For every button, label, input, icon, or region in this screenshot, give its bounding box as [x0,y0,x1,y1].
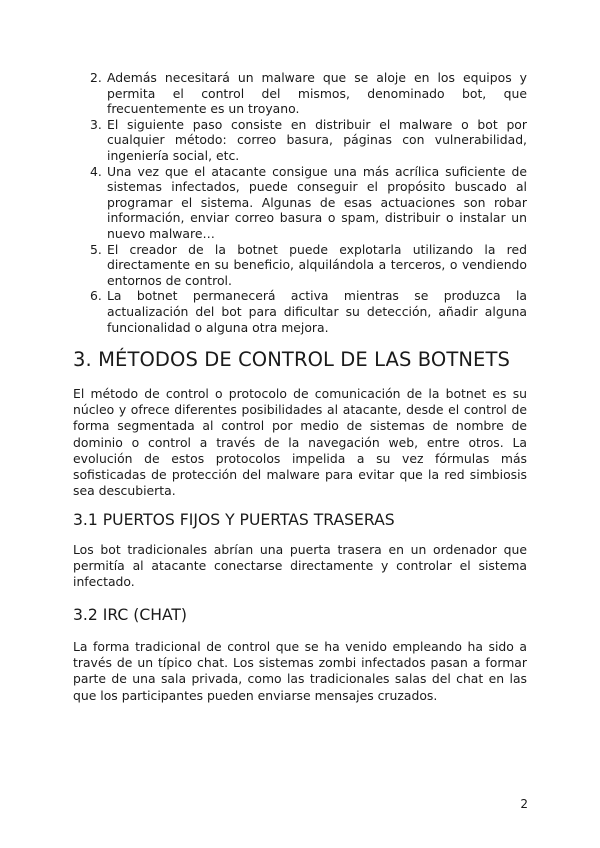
section-3-2-body [73,639,527,704]
section-3-paragraph: El método de control o protocolo de comunicación de la botnet es su núcleo y ofrece diferentes posibilidades al atacante, desde el control de forma segmentada al control por medio de sistemas de nombre de dominio o control a través de la navegación web, entre otros. La evolución de estos protocolos impelida a su vez fórmulas más sofisticadas de protección del malware para evitar que la red simbiosis sea descubierta. [73,386,527,499]
list-item-text: El siguiente paso consiste en distribuir el malware o bot por cualquier método: correo basura, páginas con vulnerabilidad, ingeniería social, etc. [107,116,527,163]
section-3-2-title: 3.2 IRC (CHAT) [73,606,188,624]
list-item-number: 5. [90,241,102,257]
list-item-text: Una vez que el atacante consigue una más acrílica suficiente de sistemas infectados, puede conseguir el propósito buscado al programar el sistema. Algunas de esas actuaciones son robar información, enviar correo basura o spam, distribuir o instalar un nuevo malware… [107,163,527,241]
list-item [73,117,527,164]
section-3-1-body [73,542,527,591]
section-3-1 [73,511,527,529]
section-3-1-paragraph: Los bot tradicionales abrían una puerta trasera en un ordenador que permitía al atacante conectarse directamente y controlar el sistema infectado. [73,542,527,590]
steps-list [73,70,527,335]
section-3-2 [73,606,527,624]
section-3-2-paragraph: La forma tradicional de control que se ha venido empleando ha sido a través de un típico chat. Los sistemas zombi infectados pasan a formar parte de una sala privada, como las tradicionales salas del chat en las que los participantes pueden enviarse mensajes cruzados. [73,639,527,703]
list-item-number: 6. [90,288,102,304]
list-item-text: Además necesitará un malware que se aloje en los equipos y permita el control del mismos, denominado bot, que frecuentemente es un troyano. [107,70,527,117]
section-3-title: 3. MÉTODOS DE CONTROL DE LAS BOTNETS [73,348,510,371]
list-item [73,164,527,242]
list-item [73,288,527,335]
list-item [73,70,527,117]
list-item-number: 3. [90,116,102,132]
list-item-text: El creador de la botnet puede explotarla utilizando la red directamente en su beneficio, alquilándola a terceros, o vendiendo entornos de control. [107,241,527,288]
section-3-1-title: 3.1 PUERTOS FIJOS Y PUERTAS TRASERAS [73,511,395,529]
section-3-body [73,386,527,499]
list-item-number: 4. [90,163,102,179]
section-3 [73,348,527,371]
list-item-number: 2. [90,70,102,85]
list-item [73,242,527,289]
page-number: 2 [520,797,528,811]
list-item-text: La botnet permanecerá activa mientras se produzca la actualización del bot para dificultar su detección, añadir alguna funcionalidad o alguna otra mejora. [107,288,527,335]
